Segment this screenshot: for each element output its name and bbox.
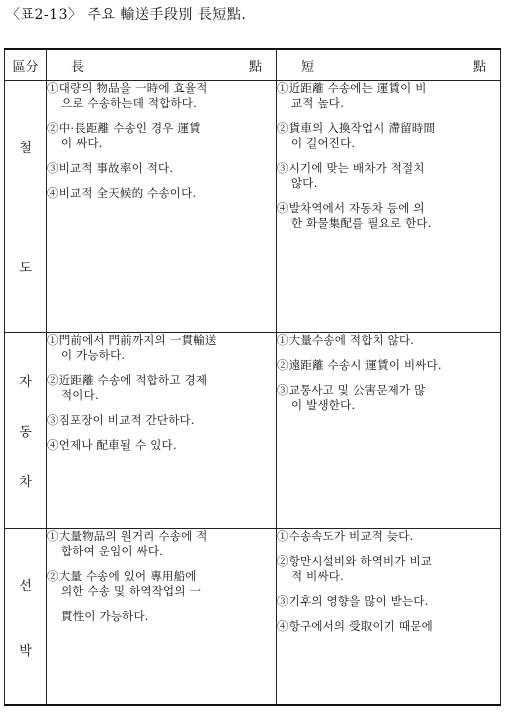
advantages-cell: [47, 81, 277, 333]
category-ship: [5, 529, 47, 705]
list-item: ①대량의 物品을 一時에 효율적 으로 수송하는데 적합하다.: [47, 81, 208, 111]
category-char: 선: [19, 578, 32, 594]
list-item: ①近距離 수송에는 運賃이 비 교적 높다.: [277, 81, 427, 111]
header-advantages: [47, 49, 277, 81]
transport-comparison-table: [4, 48, 501, 706]
list-item: ②항만시설비와 하역비가 비교 적 비싸다.: [277, 554, 433, 584]
table-row: [5, 81, 501, 333]
list-item: ①大量수송에 적합치 않다.: [277, 333, 415, 348]
table-row: [5, 529, 501, 705]
category-char: 철: [19, 141, 32, 157]
list-item: ②遠距離 수송시 運賃이 비싸다.: [277, 358, 442, 373]
category-char: 동: [19, 425, 32, 441]
list-item: ③짐포장이 비교적 간단하다.: [47, 413, 195, 428]
header-disadvantages: [277, 49, 501, 81]
list-item: ①수송속도가 비교적 늦다.: [277, 529, 414, 544]
category-char: 자: [19, 375, 32, 391]
table-caption: 〈표2-13〉 주요 輸送手段別 長短點.: [6, 7, 247, 23]
list-item: ②大量 수송에 있어 專用船에 의한 수송 및 하역작업의 一: [47, 569, 202, 599]
disadvantages-cell: [277, 81, 501, 333]
list-item: ②貨車의 入換작업시 滯留時間 이 길어진다.: [277, 121, 436, 151]
list-item: ①大量物品의 원거리 수송에 적 합하여 운임이 싸다.: [47, 529, 208, 559]
header-disadvantages-char2: 點: [472, 59, 486, 75]
category-char: 박: [19, 643, 32, 659]
list-item: ③시기에 맞는 배차가 적절치 않다.: [277, 161, 425, 191]
table-header-row: [5, 49, 501, 81]
list-item: ①門前에서 門前까지의 一貫輸送 이 가능하다.: [47, 333, 217, 363]
list-item: ④언제나 配車될 수 있다.: [47, 438, 177, 453]
category-char: 도: [19, 261, 32, 277]
header-advantages-char1: 長: [71, 59, 85, 75]
category-rail: [5, 81, 47, 333]
list-item: ④항구에서의 受取이기 때문에: [277, 619, 433, 634]
header-advantages-char2: 點: [248, 59, 262, 75]
list-item: ②中·長距離 수송인 경우 運賃 이 싸다.: [47, 121, 201, 151]
list-item: ②近距離 수송에 적합하고 경제 적이다.: [47, 373, 208, 403]
table-row: [5, 333, 501, 529]
list-item: ④발차역에서 자동차 등에 의 한 화물集配를 필요로 한다.: [277, 201, 432, 231]
list-item: ③기후의 영향을 많이 받는다.: [277, 594, 429, 609]
header-category: 區分: [5, 49, 47, 81]
header-disadvantages-char1: 短: [301, 59, 315, 75]
disadvantages-cell: [277, 333, 501, 529]
advantages-cell: [47, 529, 277, 705]
category-char: 차: [19, 475, 32, 491]
list-item: ③비교적 事故率이 적다.: [47, 161, 174, 176]
disadvantages-cell: [277, 529, 501, 705]
list-item: ③교통사고 및 公害문제가 많 이 발생한다.: [277, 383, 426, 413]
advantages-cell: [47, 333, 277, 529]
category-truck: [5, 333, 47, 529]
list-item: ④비교적 全天候的 수송이다.: [47, 186, 197, 201]
list-item: 貫性이 가능하다.: [61, 609, 149, 624]
